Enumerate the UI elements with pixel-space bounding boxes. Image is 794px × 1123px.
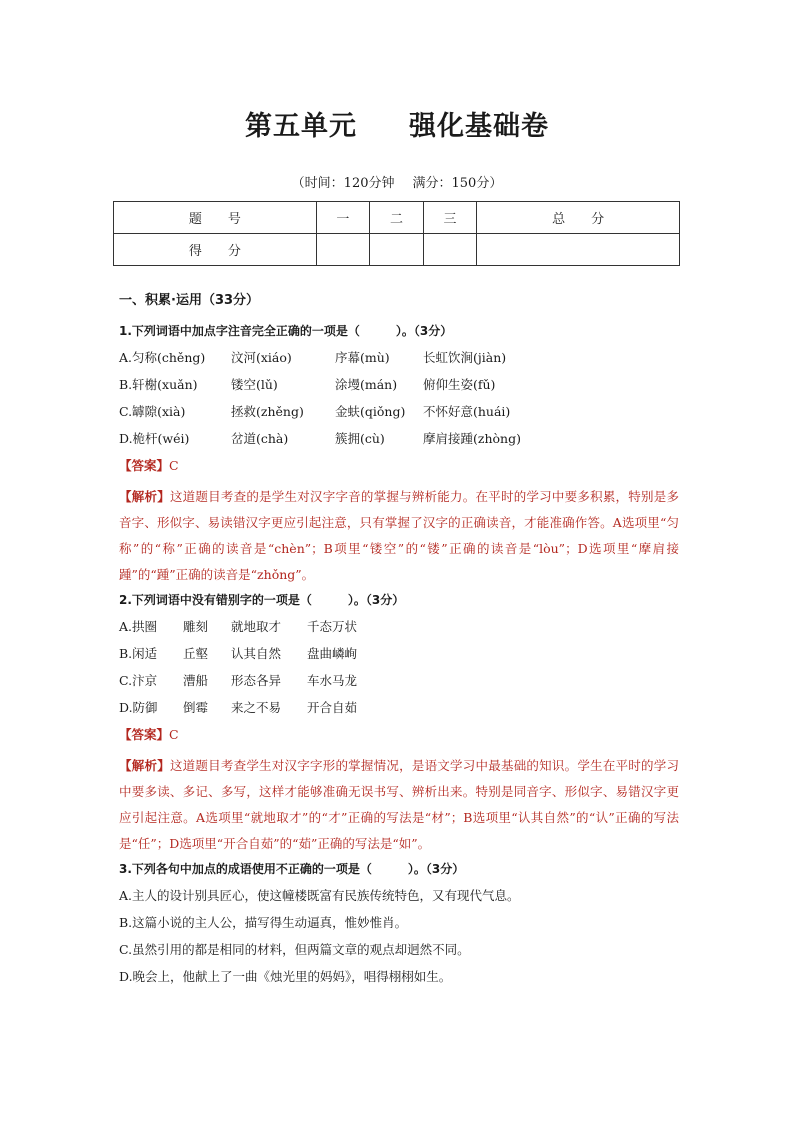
question-3-option-a: A.主人的设计别具匠心，使这幢楼既富有民族传统特色，又有现代气息。: [119, 888, 520, 903]
score-info: 满分：150分）: [412, 176, 503, 191]
question-2-option-d: D.防御 倒霉 来之不易 开合自茹: [119, 700, 358, 715]
question-1-option-d: D.桅杆(wéi) 岔道(chà) 簇拥(cù) 摩肩接踵(zhòng): [119, 431, 521, 446]
question-1-option-c: C.罅隙(xià) 拯救(zhěng) 金蚨(qiǒng) 不怀好意(huái): [119, 404, 511, 419]
score-cell: 一: [316, 202, 370, 234]
score-cell: [423, 234, 477, 266]
score-cell: [477, 234, 680, 266]
question-3-stem: 3.下列各句中加点的成语使用不正确的一项是（ ）。（3分）: [119, 862, 465, 876]
question-2-stem: 2.下列词语中没有错别字的一项是（ ）。（3分）: [119, 593, 405, 607]
score-cell: 总 分: [477, 202, 680, 234]
question-1-analysis: 【解析】这道题目考查的是学生对汉字字音的掌握与辨析能力。在平时的学习中要多积累，特别是多音字、形似字、易读错汉字更应引起注意，只有掌握了汉字的正确读音，才能准确作答。A选项里“匀称”的“称”正确的读音是“chèn”；B项里“镂空”的“镂”正确的读音是“lòu”；D选项里“摩肩接踵”的“踵”正确的读音是“zhǒng”。: [119, 489, 679, 582]
score-table-score-row: [114, 234, 680, 266]
question-1-option-b: B.轩榭(xuǎn) 镂空(lǔ) 涂墁(mán) 俯仰生姿(fǔ): [119, 377, 496, 392]
score-cell: 二: [370, 202, 424, 234]
unit-label: 第五单元: [245, 111, 357, 142]
score-cell: 得 分: [114, 234, 317, 266]
question-1-stem: 1.下列词语中加点字注音完全正确的一项是（ ）。（3分）: [119, 324, 453, 338]
score-cell: 题 号: [114, 202, 317, 234]
section-heading: 一、积累·运用（33分）: [119, 293, 260, 308]
score-cell: 三: [423, 202, 477, 234]
score-cell: [316, 234, 370, 266]
score-table-header-row: [114, 202, 680, 234]
page-title: [0, 104, 794, 143]
exam-info: [0, 172, 794, 191]
question-3-option-d: D.晚会上，他献上了一曲《烛光里的妈妈》，唱得栩栩如生。: [119, 969, 452, 984]
question-1-answer: 【答案】C: [119, 458, 179, 473]
exam-content: [119, 292, 679, 995]
paper-name: 强化基础卷: [409, 111, 549, 142]
score-cell: [370, 234, 424, 266]
question-3-option-c: C.虽然引用的都是相同的材料，但两篇文章的观点却迥然不同。: [119, 942, 470, 957]
time-info: （时间：120分钟: [291, 176, 395, 191]
question-2-answer: 【答案】C: [119, 727, 179, 742]
question-2-option-c: C.汴京 漕船 形态各异 车水马龙: [119, 673, 358, 688]
question-1-option-a: A.匀称(chěng) 汶河(xiáo) 序幕(mù) 长虹饮涧(jiàn): [119, 350, 507, 365]
question-3-option-b: B.这篇小说的主人公，描写得生动逼真，惟妙惟肖。: [119, 915, 408, 930]
question-2-option-b: B.闲适 丘壑 认其自然 盘曲嶙峋: [119, 646, 358, 661]
question-2-analysis: 【解析】这道题目考查学生对汉字字形的掌握情况，是语文学习中最基础的知识。学生在平时的学习中要多读、多记、多写，这样才能够准确无误书写、辨析出来。特别是同音字、形似字、易错汉字更应引起注意。A选项里“就地取才”的“才”正确的写法是“材”；B选项里“认其自然”的“认”正确的写法是“任”；D选项里“开合自茹”的“茹”正确的写法是“如”。: [119, 758, 679, 851]
score-table: [113, 201, 680, 266]
question-2-option-a: A.拱圈 雕刻 就地取才 千态万状: [119, 619, 358, 634]
